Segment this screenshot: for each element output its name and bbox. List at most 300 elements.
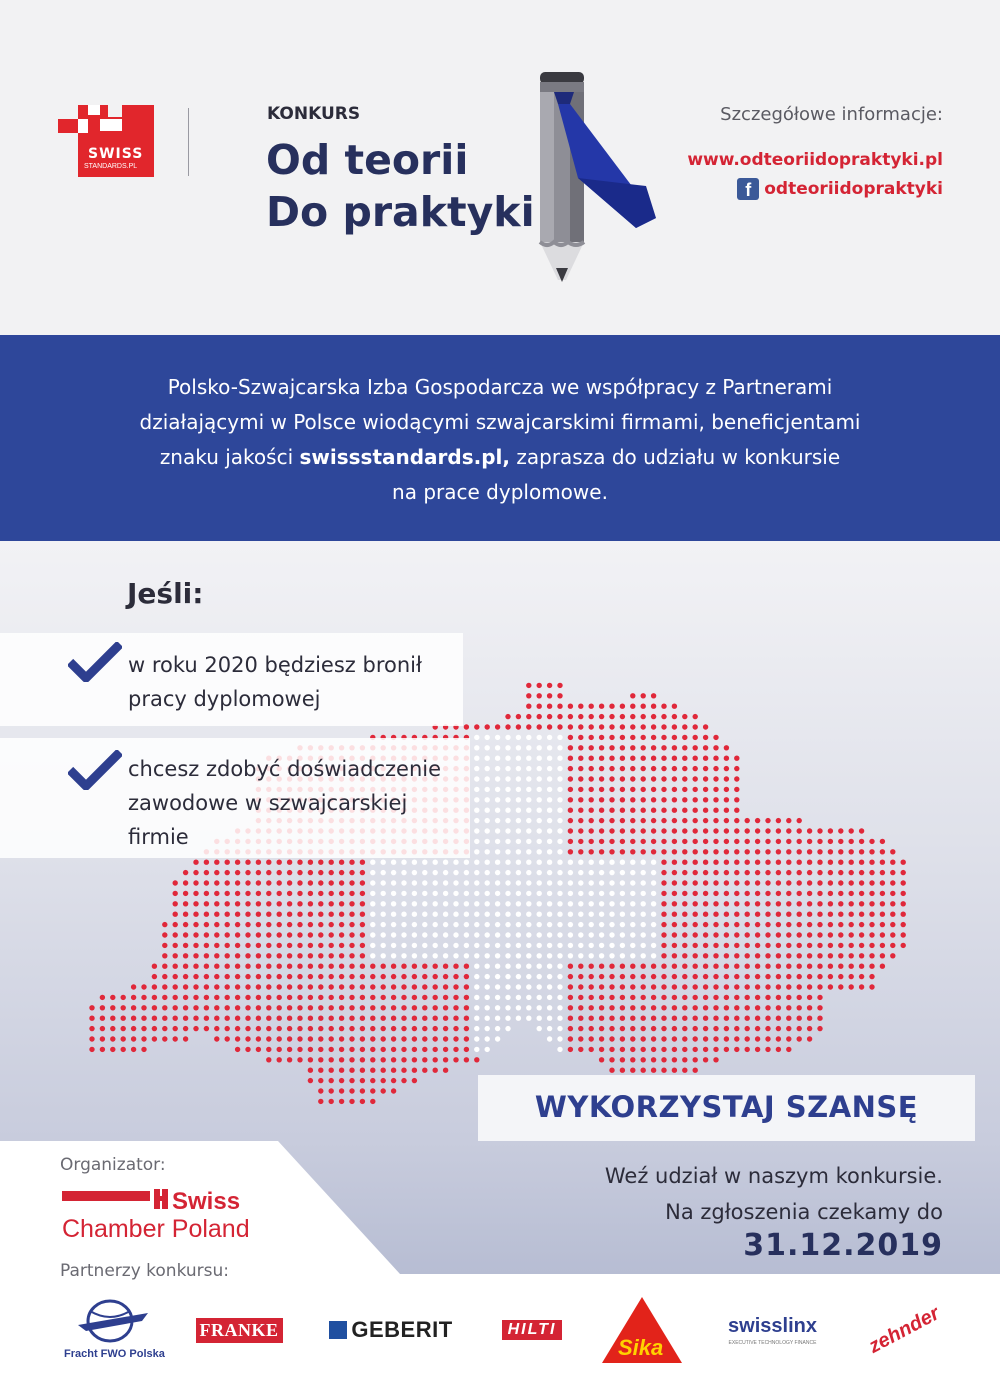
map-dot-red [672,860,677,865]
map-dot-red [620,1016,625,1021]
map-dot-red [786,891,791,896]
map-dot-red [235,932,240,937]
map-dot-red [578,735,583,740]
map-dot-red [568,714,573,719]
map-dot-red [703,735,708,740]
map-dot-red [245,1005,250,1010]
map-dot-red [734,860,739,865]
map-dot-red [901,901,906,906]
map-dot-red [287,1057,292,1062]
map-dot-red [349,1088,354,1093]
map-dot-red [349,1026,354,1031]
map-dot-red [422,964,427,969]
map-dot-white [443,922,448,927]
map-dot-red [485,724,490,729]
map-dot-red [817,974,822,979]
map-dot-red [287,974,292,979]
map-dot-white [433,922,438,927]
map-dot-white [516,839,521,844]
map-dot-white [516,756,521,761]
map-dot-red [370,984,375,989]
map-dot-red [630,787,635,792]
map-dot-red [672,1047,677,1052]
map-dot-red [724,828,729,833]
map-dot-red [682,1036,687,1041]
partner-logo-franke [190,1295,288,1365]
map-dot-white [578,953,583,958]
map-dot-red [713,932,718,937]
map-dot-red [464,1036,469,1041]
map-dot-white [433,912,438,917]
cta-line-2: Na zgłoszenia czekamy do [665,1200,943,1224]
map-dot-red [245,964,250,969]
map-dot-red [724,964,729,969]
map-dot-red [256,974,261,979]
map-dot-white [609,880,614,885]
map-dot-red [630,1026,635,1031]
map-dot-white [443,880,448,885]
conditions-heading: Jeśli: [127,577,204,610]
map-dot-red [381,1047,386,1052]
map-dot-red [661,901,666,906]
map-dot-red [682,860,687,865]
map-dot-red [360,964,365,969]
map-dot-red [620,776,625,781]
map-dot-red [630,735,635,740]
map-dot-red [807,901,812,906]
map-dot-red [734,995,739,1000]
map-dot-red [703,1036,708,1041]
map-dot-red [287,1005,292,1010]
map-dot-red [609,1047,614,1052]
map-dot-red [734,1036,739,1041]
map-dot-white [526,735,531,740]
map-dot-red [173,1036,178,1041]
map-dot-red [755,849,760,854]
map-dot-red [672,943,677,948]
map-dot-red [589,776,594,781]
map-dot-red [173,964,178,969]
map-dot-white [516,932,521,937]
map-dot-red [339,1088,344,1093]
map-dot-white [557,808,562,813]
map-dot-red [266,932,271,937]
map-dot-red [713,735,718,740]
map-dot-red [880,953,885,958]
map-dot-red [765,1026,770,1031]
map-dot-red [589,787,594,792]
map-dot-red [277,964,282,969]
map-dot-red [869,932,874,937]
map-dot-red [225,870,230,875]
map-dot-red [734,766,739,771]
map-dot-red [641,714,646,719]
map-dot-red [765,984,770,989]
map-dot-white [401,953,406,958]
map-dot-red [277,880,282,885]
map-dot-red [859,839,864,844]
map-dot-red [287,943,292,948]
map-dot-white [381,891,386,896]
map-dot-red [849,964,854,969]
map-dot-red [505,724,510,729]
map-dot-red [641,1047,646,1052]
map-dot-red [786,964,791,969]
map-dot-white [620,932,625,937]
map-dot-red [838,922,843,927]
map-dot-white [630,953,635,958]
map-dot-red [880,860,885,865]
map-dot-red [672,932,677,937]
map-dot-white [557,776,562,781]
map-dot-red [609,745,614,750]
map-dot-white [401,880,406,885]
map-dot-red [193,1016,198,1021]
swisslinx-tagline: EXECUTIVE TECHNOLOGY FINANCE [728,1339,817,1346]
map-dot-red [661,849,666,854]
map-dot-red [256,1016,261,1021]
map-dot-red [245,901,250,906]
map-dot-white [557,766,562,771]
map-dot-red [724,1047,729,1052]
map-dot-red [807,932,812,937]
map-dot-white [537,776,542,781]
map-dot-red [661,1026,666,1031]
map-dot-red [745,912,750,917]
map-dot-red [661,828,666,833]
map-dot-red [266,912,271,917]
map-dot-red [672,828,677,833]
map-dot-white [516,953,521,958]
map-dot-white [537,849,542,854]
map-dot-red [193,964,198,969]
map-dot-white [537,735,542,740]
map-dot-red [703,901,708,906]
map-dot-red [225,964,230,969]
map-dot-red [308,901,313,906]
map-dot-white [401,912,406,917]
map-dot-red [360,1078,365,1083]
map-dot-red [651,1016,656,1021]
map-dot-red [391,984,396,989]
map-dot-white [641,880,646,885]
map-dot-white [505,932,510,937]
map-dot-red [682,974,687,979]
map-dot-red [381,984,386,989]
map-dot-red [682,766,687,771]
map-dot-red [381,974,386,979]
map-dot-red [734,1016,739,1021]
map-dot-red [277,1026,282,1031]
map-dot-red [713,1016,718,1021]
map-dot-red [245,953,250,958]
map-dot-red [869,839,874,844]
map-dot-red [339,974,344,979]
map-dot-red [609,964,614,969]
map-dot-red [578,849,583,854]
map-dot-red [859,880,864,885]
map-dot-red [828,870,833,875]
map-dot-red [256,1005,261,1010]
map-dot-white [381,922,386,927]
map-dot-red [661,745,666,750]
map-dot-red [828,828,833,833]
map-dot-red [755,891,760,896]
map-dot-white [485,818,490,823]
map-dot-red [734,818,739,823]
map-dot-white [641,953,646,958]
cta-line-1: Weź udział w naszym konkursie. [604,1164,943,1188]
map-dot-white [412,870,417,875]
map-dot-red [589,828,594,833]
map-dot-red [755,860,760,865]
website-link[interactable]: www.odteoriidopraktyki.pl [687,150,943,170]
map-dot-red [329,922,334,927]
map-dot-white [485,964,490,969]
map-dot-white [485,943,490,948]
map-dot-white [568,953,573,958]
map-dot-white [485,1047,490,1052]
map-dot-red [100,1005,105,1010]
map-dot-red [713,984,718,989]
map-dot-red [776,870,781,875]
map-dot-red [682,745,687,750]
map-dot-white [485,839,490,844]
map-dot-white [537,891,542,896]
map-dot-red [162,943,167,948]
map-dot-red [100,995,105,1000]
map-dot-red [817,1016,822,1021]
map-dot-red [204,1005,209,1010]
map-dot-red [349,1016,354,1021]
map-dot-red [703,849,708,854]
map-dot-red [277,1047,282,1052]
map-dot-red [661,1068,666,1073]
map-dot-white [391,860,396,865]
map-dot-white [401,901,406,906]
map-dot-red [755,1047,760,1052]
title-line-2: Do praktyki [266,188,535,236]
map-dot-white [505,849,510,854]
map-dot-red [755,912,760,917]
map-dot-red [651,766,656,771]
map-dot-red [318,891,323,896]
map-dot-red [797,901,802,906]
map-dot-red [256,880,261,885]
map-dot-red [568,974,573,979]
map-dot-white [547,912,552,917]
map-dot-red [183,984,188,989]
map-dot-red [672,870,677,875]
map-dot-red [620,974,625,979]
map-dot-red [204,995,209,1000]
map-dot-red [589,1005,594,1010]
map-dot-red [297,860,302,865]
map-dot-red [859,828,864,833]
map-dot-white [505,1016,510,1021]
map-dot-red [277,943,282,948]
map-dot-red [765,953,770,958]
map-dot-white [381,953,386,958]
map-dot-white [422,860,427,865]
map-dot-red [620,797,625,802]
map-dot-white [547,849,552,854]
map-dot-red [869,880,874,885]
map-dot-red [651,787,656,792]
map-dot-red [225,912,230,917]
map-dot-red [141,984,146,989]
map-dot-red [630,1016,635,1021]
map-dot-red [308,922,313,927]
map-dot-red [734,756,739,761]
map-dot-red [838,964,843,969]
facebook-link[interactable] [737,178,943,200]
map-dot-red [401,995,406,1000]
map-dot-red [599,787,604,792]
map-dot-red [287,922,292,927]
map-dot-red [131,1026,136,1031]
map-dot-red [329,860,334,865]
map-dot-white [505,953,510,958]
map-dot-red [464,724,469,729]
map-dot-red [651,776,656,781]
map-dot-red [630,995,635,1000]
map-dot-red [703,724,708,729]
map-dot-red [214,1005,219,1010]
map-dot-red [537,704,542,709]
map-dot-red [734,974,739,979]
map-dot-red [589,745,594,750]
map-dot-red [786,901,791,906]
map-dot-white [537,828,542,833]
map-dot-red [110,1036,115,1041]
map-dot-red [526,683,531,688]
map-dot-red [609,1036,614,1041]
map-dot-red [651,724,656,729]
map-dot-red [391,964,396,969]
map-dot-red [765,828,770,833]
map-dot-red [703,964,708,969]
map-dot-red [641,839,646,844]
map-dot-red [713,964,718,969]
map-dot-red [193,870,198,875]
map-dot-red [173,984,178,989]
map-dot-red [214,932,219,937]
map-dot-red [173,943,178,948]
map-dot-white [630,943,635,948]
map-dot-white [495,891,500,896]
map-dot-red [433,1057,438,1062]
swisslinx-text: swisslinx [728,1314,817,1337]
map-dot-red [703,995,708,1000]
map-dot-white [589,943,594,948]
map-dot-white [537,766,542,771]
map-dot-red [349,964,354,969]
map-dot-red [256,943,261,948]
map-dot-red [245,984,250,989]
map-dot-white [537,943,542,948]
map-dot-white [464,943,469,948]
map-dot-red [901,860,906,865]
map-dot-red [589,984,594,989]
map-dot-white [641,901,646,906]
map-dot-red [599,828,604,833]
map-dot-white [495,964,500,969]
map-dot-red [849,891,854,896]
map-dot-white [485,745,490,750]
map-dot-red [537,724,542,729]
pencil-tie-icon [528,68,668,290]
map-dot-white [474,860,479,865]
map-dot-red [349,1078,354,1083]
map-dot-red [693,839,698,844]
map-dot-white [453,922,458,927]
map-dot-red [776,974,781,979]
map-dot-red [401,1078,406,1083]
map-dot-white [547,745,552,750]
map-dot-white [630,860,635,865]
map-dot-red [807,880,812,885]
map-dot-red [682,724,687,729]
map-dot-red [235,1026,240,1031]
map-dot-white [516,880,521,885]
map-dot-red [807,922,812,927]
map-dot-red [214,1026,219,1031]
map-dot-red [318,880,323,885]
map-dot-red [661,704,666,709]
map-dot-red [817,839,822,844]
map-dot-red [651,714,656,719]
map-dot-red [713,839,718,844]
map-dot-white [557,818,562,823]
map-dot-red [849,839,854,844]
map-dot-red [183,912,188,917]
map-dot-red [599,1005,604,1010]
map-dot-red [339,1057,344,1062]
map-dot-red [256,901,261,906]
map-dot-red [661,943,666,948]
map-dot-red [651,808,656,813]
map-dot-white [485,870,490,875]
map-dot-red [828,839,833,844]
map-dot-red [661,818,666,823]
map-dot-white [537,745,542,750]
map-dot-red [620,1057,625,1062]
map-dot-red [724,901,729,906]
map-dot-red [599,1047,604,1052]
map-dot-red [225,1036,230,1041]
map-dot-red [183,1036,188,1041]
swiss-chamber-poland-logo [60,1187,270,1243]
map-dot-red [214,974,219,979]
map-dot-white [495,766,500,771]
map-dot-red [828,849,833,854]
map-dot-red [339,943,344,948]
map-dot-red [329,974,334,979]
map-dot-white [537,995,542,1000]
map-dot-white [630,901,635,906]
map-dot-red [339,964,344,969]
map-dot-red [568,766,573,771]
map-dot-red [651,693,656,698]
map-dot-red [776,943,781,948]
map-dot-red [443,964,448,969]
map-dot-red [609,828,614,833]
map-dot-red [329,1016,334,1021]
map-dot-red [89,1036,94,1041]
map-dot-white [547,984,552,989]
map-dot-white [516,984,521,989]
